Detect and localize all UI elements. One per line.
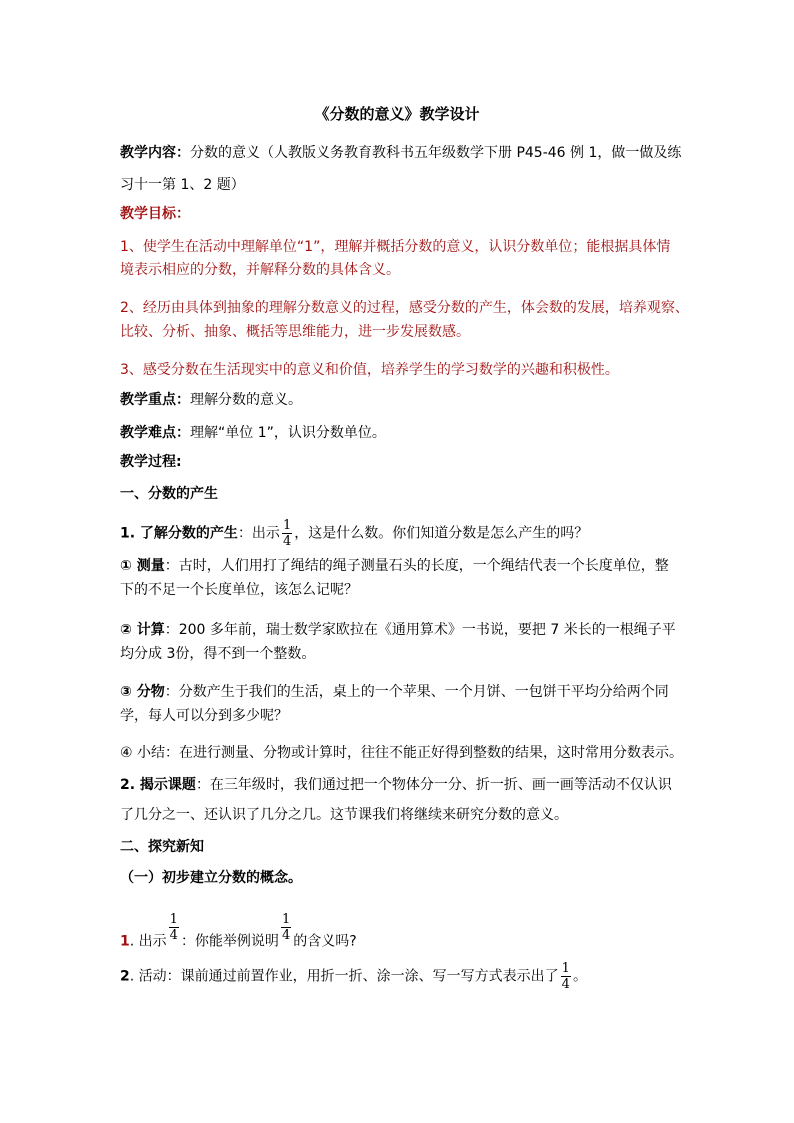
topic-label: 2. 揭示课题 xyxy=(120,777,196,793)
fraction-denominator: 4 xyxy=(561,977,570,992)
fraction-denominator: 4 xyxy=(282,534,292,549)
goal-3: 3、感受分数在生活现实中的意义和价值，培养学生的学习数学的兴趣和积极性。 xyxy=(120,362,619,378)
goal-1-line-1: 1、使学生在活动中理解单位“1”，理解并概括分数的意义，认识分数单位；能根据具体情 xyxy=(120,239,671,255)
fraction-denominator: 4 xyxy=(281,928,291,943)
section-2-heading: 二、探究新知 xyxy=(120,839,204,855)
topic-text: ：在三年级时，我们通过把一个物体分一分、折一折、画一画等活动不仅认识 xyxy=(195,777,672,793)
summary-text: ：在进行测量、分物或计算时，往往不能正好得到整数的结果，这时常用分数表示。 xyxy=(165,745,684,761)
content-text: 分数的意义（人教版义务教育教科书五年级数学下册 P45-46 例 1，做一做及练 xyxy=(190,145,682,161)
item-1-post: ，这是什么数。你们知道分数是怎么产生的吗？ xyxy=(294,525,589,542)
compute-line-1 xyxy=(120,620,676,640)
compute-label: ② 计算 xyxy=(120,622,165,638)
point-2-number: 2 xyxy=(120,968,130,985)
point-1 xyxy=(120,912,357,957)
fraction-one-quarter xyxy=(282,518,292,549)
section-1-heading: 一、分数的产生 xyxy=(120,486,218,502)
divide-line-2: 学，每人可以分到多少呢？ xyxy=(120,708,288,724)
goal-2-line-2: 比较、分析、抽象、概括等思维能力，进一步发展数感。 xyxy=(120,324,470,340)
key-point xyxy=(120,390,302,410)
divide-text: ：分数产生于我们的生活，桌上的一个苹果、一个月饼、一包饼干平均分给两个同 xyxy=(164,684,669,700)
key-point-text: 理解分数的意义。 xyxy=(190,392,302,408)
fraction-numerator: 1 xyxy=(169,912,178,927)
goals-label: 教学目标： xyxy=(120,206,190,222)
summary-line xyxy=(120,743,683,763)
fraction-one-quarter xyxy=(561,961,571,992)
measure-text: ：古时，人们用打了绳结的绳子测量石头的长度，一个绳结代表一个长度单位，整 xyxy=(164,558,669,574)
divide-line-1 xyxy=(120,682,669,702)
difficulty xyxy=(120,423,386,443)
fraction-numerator: 1 xyxy=(282,518,292,533)
goal-1-line-2: 境表示相应的分数，并解释分数的具体含义。 xyxy=(120,262,400,278)
point-2-text: . 活动：课前通过前置作业，用折一折、涂一涂、写一写方式表示出了 xyxy=(129,968,559,985)
fraction-denominator: 4 xyxy=(169,928,178,943)
point-1-mid: ：你能举例说明 xyxy=(180,933,279,950)
topic-line-2: 了几分之一、还认识了几分之几。这节课我们将继续来研究分数的意义。 xyxy=(120,807,568,823)
item-1 xyxy=(120,518,588,549)
measure-line-2: 下的不足一个长度单位，该怎么记呢？ xyxy=(120,582,358,598)
item-1-pre: ：出示 xyxy=(237,525,280,542)
fraction-one-quarter xyxy=(169,912,179,943)
difficulty-label: 教学难点： xyxy=(120,425,190,441)
fraction-numerator: 1 xyxy=(281,912,291,927)
divide-label: ③ 分物 xyxy=(120,684,165,700)
subsection-1-heading: （一）初步建立分数的概念。 xyxy=(120,870,302,886)
content-line-2: 习十一第 1、2 题） xyxy=(120,177,245,193)
document-title: 《分数的意义》教学设计 xyxy=(314,105,480,123)
content-line-1 xyxy=(120,143,681,163)
process-label: 教学过程: xyxy=(120,454,182,470)
point-1-pre: . 出示 xyxy=(129,933,167,950)
fraction-numerator: 1 xyxy=(561,961,570,976)
compute-line-2: 均分成 3份，得不到一个整数。 xyxy=(120,646,316,662)
point-2 xyxy=(120,961,587,992)
point-1-post: 的含义吗? xyxy=(293,933,357,950)
difficulty-text: 理解“单位 1”，认识分数单位。 xyxy=(190,425,386,441)
point-1-number: 1 xyxy=(120,933,130,950)
topic-line-1 xyxy=(120,775,672,795)
key-point-label: 教学重点： xyxy=(120,392,190,408)
item-1-label: 1. 了解分数的产生 xyxy=(120,525,238,542)
compute-text: ：200 多年前，瑞士数学家欧拉在《通用算术》一书说，要把 7 米长的一根绳子平 xyxy=(164,622,676,638)
measure-line-1 xyxy=(120,556,669,576)
summary-label: ④ 小结 xyxy=(120,745,166,761)
measure-label: ① 测量 xyxy=(120,558,165,574)
content-label: 教学内容： xyxy=(120,145,190,161)
point-2-post: 。 xyxy=(572,968,587,985)
fraction-one-quarter xyxy=(281,912,291,943)
goal-2-line-1: 2、经历由具体到抽象的理解分数意义的过程，感受分数的产生，体会数的发展，培养观察、 xyxy=(120,300,689,316)
